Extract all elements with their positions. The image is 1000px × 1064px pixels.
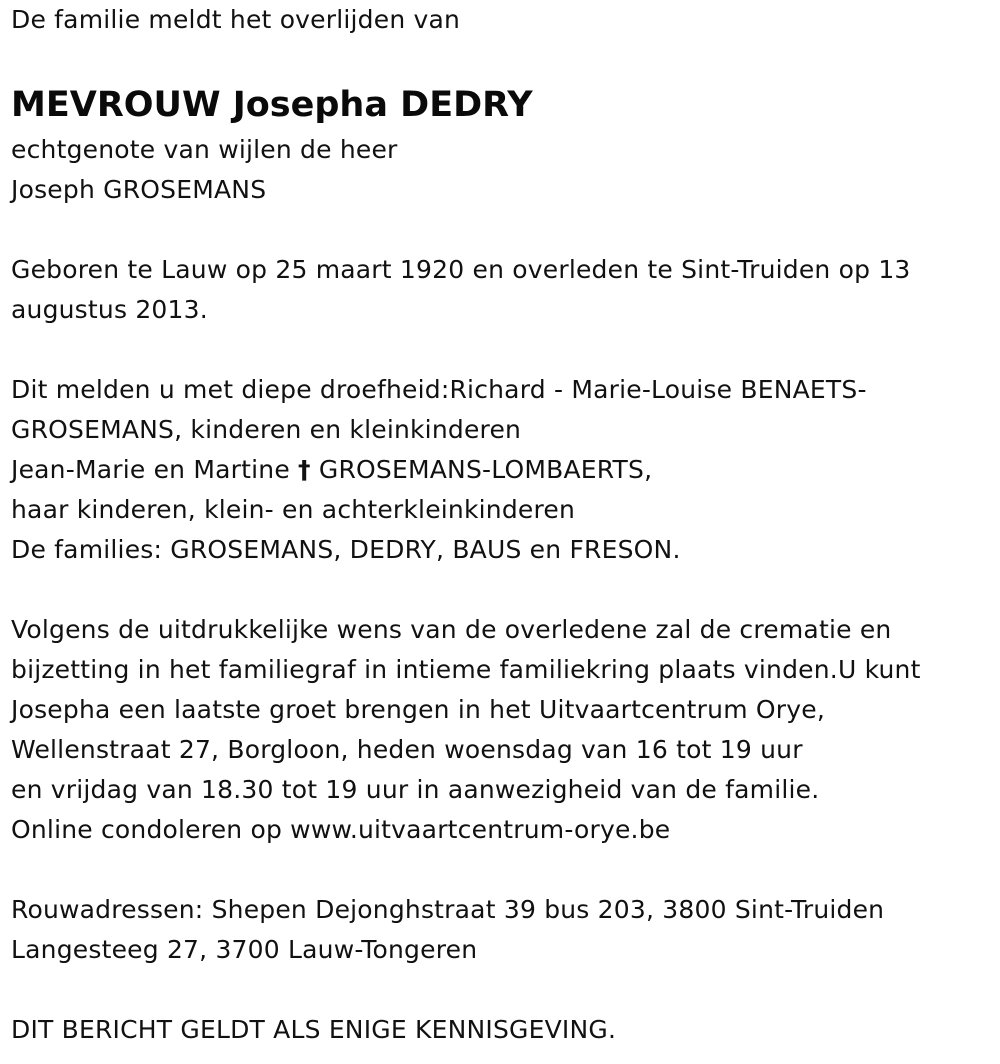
spacer — [11, 970, 986, 1010]
ceremony-line: Josepha een laatste groet brengen in het Uitvaartcentrum Orye, — [11, 695, 825, 724]
intro-text: De familie meldt het overlijden van — [11, 5, 461, 34]
ceremony-line: Volgens de uitdrukkelijke wens van de overledene zal de crematie en — [11, 615, 892, 644]
family-names: Jean-Marie en Martine — [11, 455, 299, 484]
spacer — [11, 570, 986, 610]
spacer — [11, 210, 986, 250]
spacer — [11, 330, 986, 370]
family-line — [11, 450, 986, 490]
ceremony-line: en vrijdag van 18.30 tot 19 uur in aanwezigheid van de familie. — [11, 775, 820, 804]
closing-statement: DIT BERICHT GELDT ALS ENIGE KENNISGEVING. — [11, 1015, 617, 1044]
deceased-name: MEVROUW Josepha DEDRY — [11, 85, 533, 125]
address-line: Rouwadressen: Shepen Dejonghstraat 39 bus 203, 3800 Sint-Truiden — [11, 895, 885, 924]
ceremony-line: bijzetting in het familiegraf in intieme familiekring plaats vinden.U kunt — [11, 655, 921, 684]
spacer — [11, 40, 986, 80]
family-surname: GROSEMANS-LOMBAERTS, — [310, 455, 653, 484]
birth-death-line: Geboren te Lauw op 25 maart 1920 en overleden te Sint-Truiden op 13 — [11, 255, 911, 284]
family-line: Dit melden u met diepe droefheid:Richard - Marie-Louise BENAETS- — [11, 375, 867, 404]
family-line: GROSEMANS, kinderen en kleinkinderen — [11, 415, 522, 444]
family-line: haar kinderen, klein- en achterkleinkinderen — [11, 495, 576, 524]
address-line: Langesteeg 27, 3700 Lauw-Tongeren — [11, 935, 478, 964]
deceased-name-block — [11, 80, 986, 130]
spouse-line: echtgenote van wijlen de heer — [11, 135, 398, 164]
birth-death-line: augustus 2013. — [11, 295, 208, 324]
spacer — [11, 850, 986, 890]
cross-icon: † — [298, 455, 311, 484]
spouse-name: Joseph GROSEMANS — [11, 175, 267, 204]
ceremony-line: Wellenstraat 27, Borgloon, heden woensdag van 16 tot 19 uur — [11, 735, 803, 764]
family-line: De families: GROSEMANS, DEDRY, BAUS en FRESON. — [11, 535, 681, 564]
death-notice — [11, 0, 986, 1050]
condolence-line: Online condoleren op www.uitvaartcentrum-orye.be — [11, 815, 671, 844]
